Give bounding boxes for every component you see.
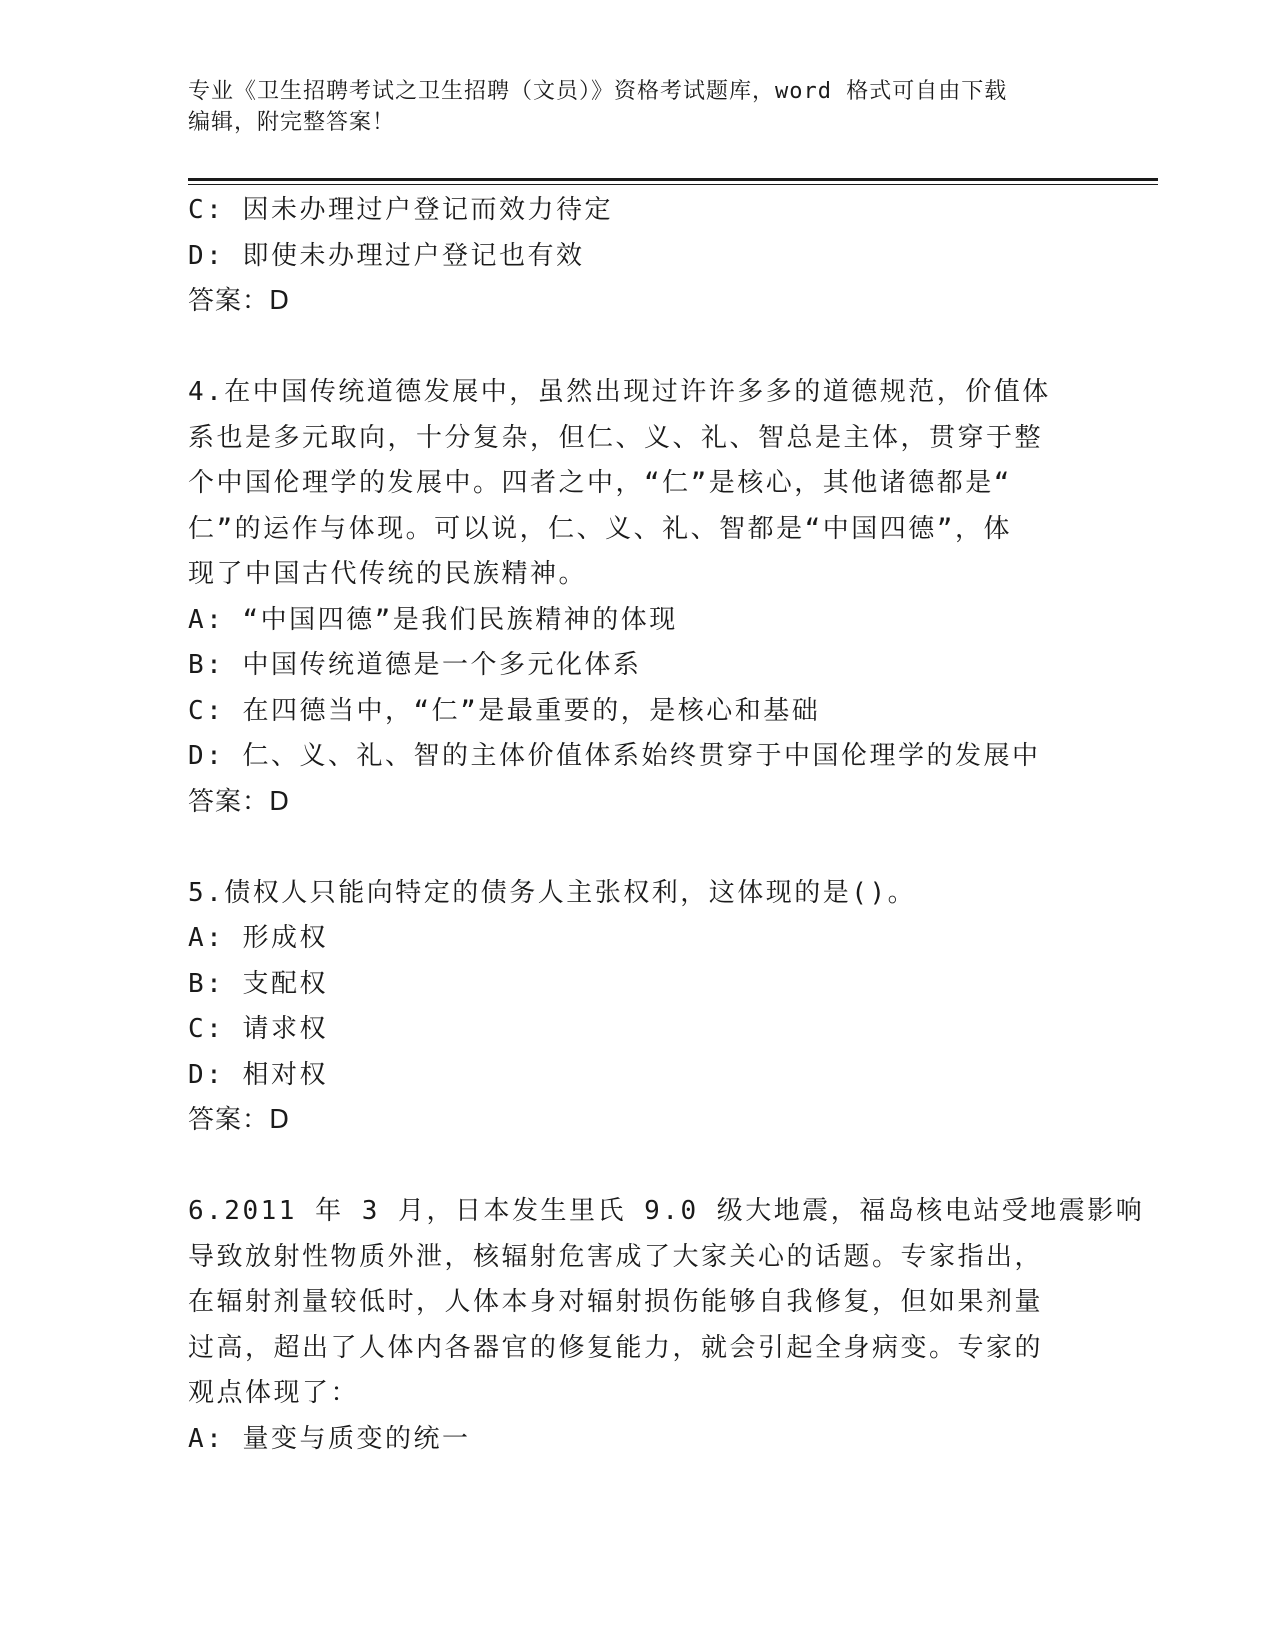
answer-line: 答案：D <box>188 286 291 316</box>
header-divider-thin <box>188 184 1158 185</box>
spacer <box>188 825 1068 871</box>
spacer <box>188 325 1068 371</box>
option-c: C: 在四德当中，“仁”是最重要的，是核心和基础 <box>188 695 821 726</box>
spacer <box>188 1144 1068 1190</box>
option-d: D: 仁、义、礼、智的主体价值体系始终贯穿于中国伦理学的发展中 <box>188 741 1041 771</box>
option-c: C: 因未办理过户登记而效力待定 <box>188 195 613 225</box>
answer-line: 答案：D <box>188 1105 291 1135</box>
option-c: C: 请求权 <box>188 1014 328 1044</box>
document-header <box>188 76 1088 138</box>
question-5 <box>188 871 1068 1144</box>
question-stem-line: 导致放射性物质外泄，核辐射危害成了大家关心的话题。专家指出， <box>188 1241 1044 1272</box>
question-6 <box>188 1189 1145 1462</box>
option-d: D: 即使未办理过户登记也有效 <box>188 240 585 271</box>
question-stem-line: 观点体现了： <box>188 1378 360 1408</box>
question-3-tail <box>188 188 1068 325</box>
option-a: A: 形成权 <box>188 923 328 953</box>
option-d: D: 相对权 <box>188 1059 328 1090</box>
option-b: B: 中国传统道德是一个多元化体系 <box>188 650 642 680</box>
option-b: B: 支配权 <box>188 968 328 999</box>
question-stem-line: 过高，超出了人体内各器官的修复能力，就会引起全身病变。专家的 <box>188 1332 1044 1363</box>
question-stem-line: 在辐射剂量较低时，人体本身对辐射损伤能够自我修复，但如果剂量 <box>188 1287 1044 1317</box>
question-stem-line: 4.在中国传统道德发展中，虽然出现过许许多多的道德规范，价值体 <box>188 377 1051 407</box>
question-stem-line: 5.债权人只能向特定的债务人主张权利，这体现的是()。 <box>188 877 917 908</box>
question-stem-line: 仁”的运作与体现。可以说，仁、义、礼、智都是“中国四德”，体 <box>188 513 1012 544</box>
question-stem-line: 个中国伦理学的发展中。四者之中，“仁”是核心，其他诸德都是“ <box>188 468 1012 498</box>
question-stem-line: 6.2011 年 3 月，日本发生里氏 9.0 级大地震，福岛核电站受地震影响 <box>188 1196 1145 1226</box>
header-divider-thick <box>188 178 1158 181</box>
question-4 <box>188 370 1068 825</box>
question-stem-line: 现了中国古代传统的民族精神。 <box>188 559 588 589</box>
answer-line: 答案：D <box>188 786 291 817</box>
header-line: 专业《卫生招聘考试之卫生招聘（文员）》资格考试题库，word 格式可自由下载 <box>188 79 1008 104</box>
option-a: A: 量变与质变的统一 <box>188 1423 471 1454</box>
header-line: 编辑，附完整答案！ <box>188 110 396 135</box>
question-stem-line: 系也是多元取向，十分复杂，但仁、义、礼、智总是主体，贯穿于整 <box>188 422 1044 453</box>
document-body <box>188 188 1145 1462</box>
option-a: A: “中国四德”是我们民族精神的体现 <box>188 604 678 635</box>
